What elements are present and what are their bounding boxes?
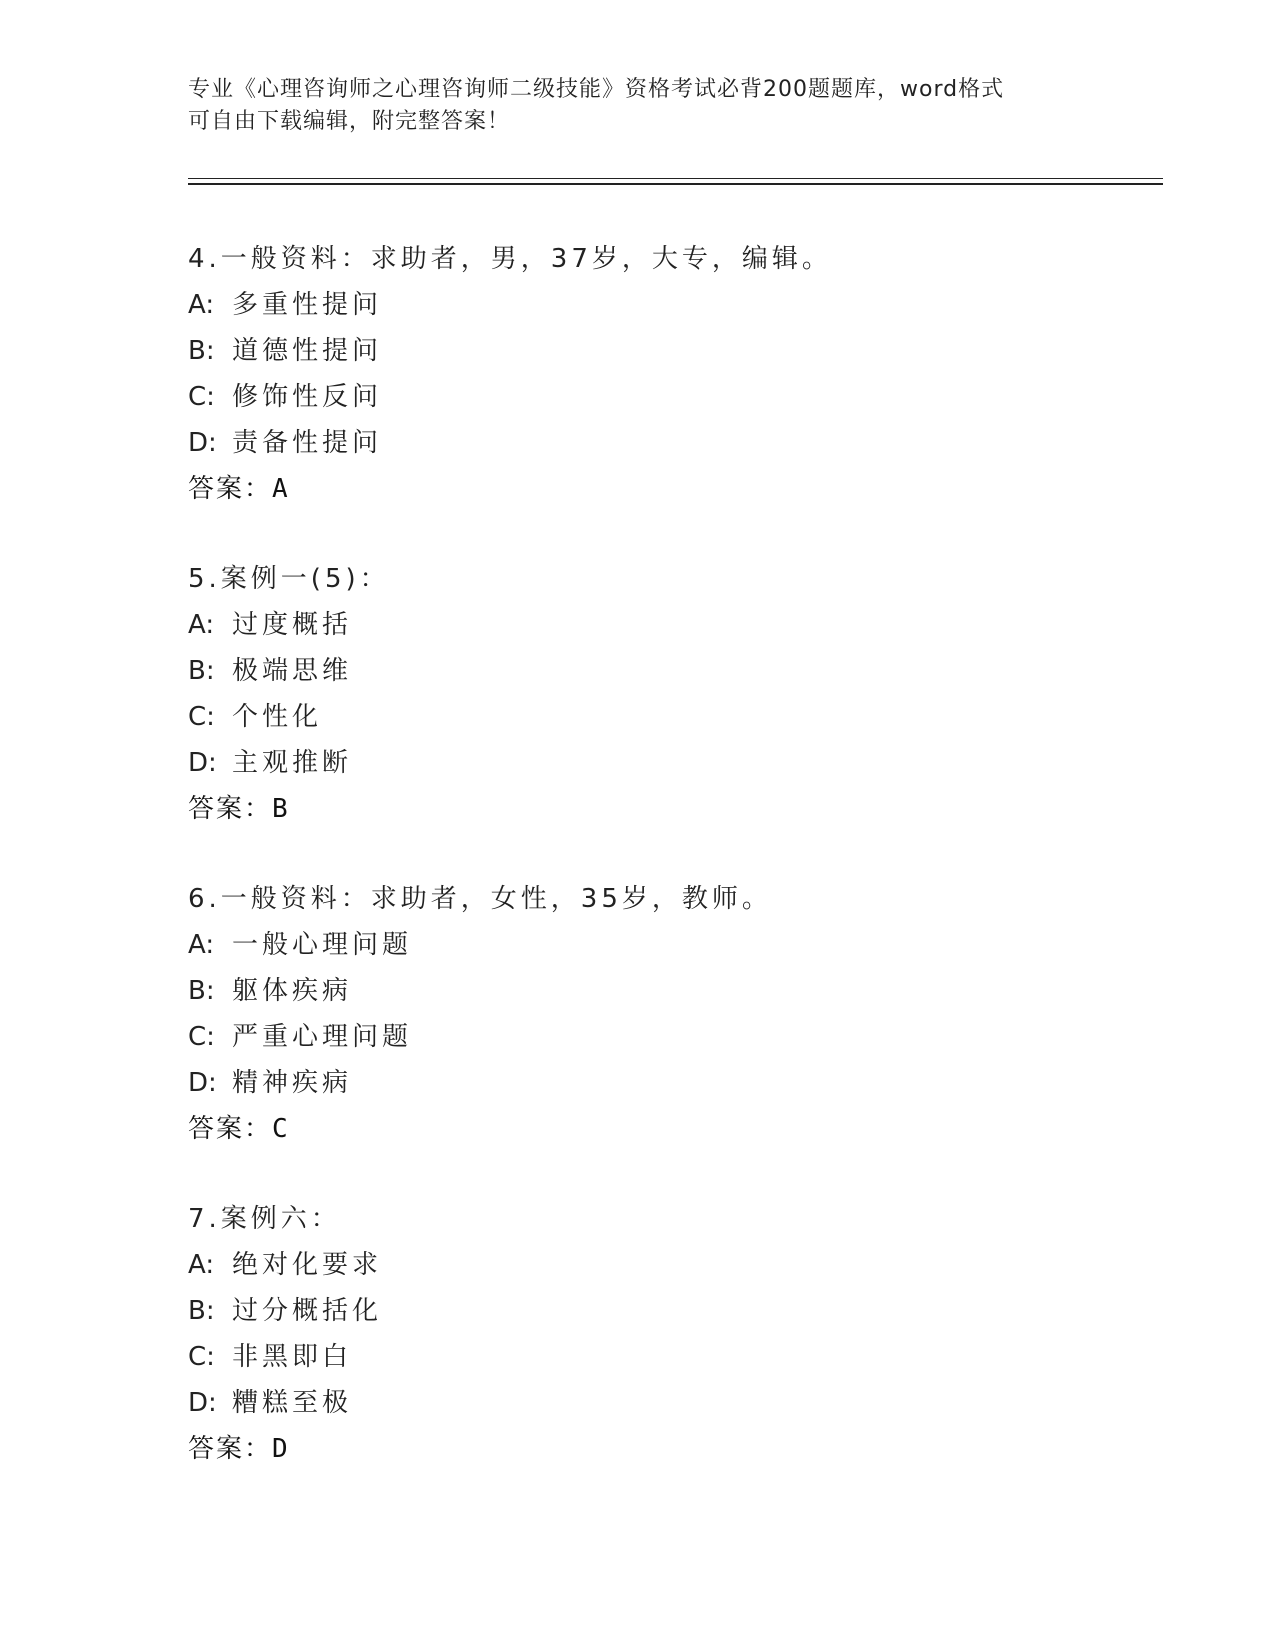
answer-value: C: [272, 1114, 288, 1144]
option-key: C:: [188, 1342, 215, 1372]
option-text: 严重心理问题: [232, 1022, 413, 1052]
option-b: [188, 1288, 1148, 1334]
header-line-2: 可自由下载编辑，附完整答案！: [188, 109, 511, 134]
option-key: A:: [188, 610, 215, 640]
answer-line: [188, 466, 1148, 512]
option-text: 主观推断: [232, 748, 353, 778]
option-text: 非黑即白: [232, 1342, 353, 1372]
header-divider-thick: [188, 183, 1163, 185]
option-key: A:: [188, 930, 215, 960]
option-text: 道德性提问: [232, 336, 383, 366]
option-key: D:: [188, 428, 217, 458]
option-b: [188, 328, 1148, 374]
option-text: 极端思维: [232, 656, 353, 686]
option-key: B:: [188, 336, 215, 366]
option-text: 绝对化要求: [232, 1250, 383, 1280]
option-key: B:: [188, 656, 215, 686]
answer-label: 答案：: [188, 1114, 273, 1144]
option-key: B:: [188, 1296, 215, 1326]
option-text: 躯体疾病: [232, 976, 353, 1006]
question-block: [188, 1196, 1148, 1472]
answer-label: 答案：: [188, 474, 273, 504]
option-b: [188, 968, 1148, 1014]
question-title: 4.一般资料：求助者，男，37岁，大专，编辑。: [188, 244, 832, 274]
option-key: C:: [188, 382, 215, 412]
option-c: [188, 1014, 1148, 1060]
option-text: 一般心理问题: [232, 930, 413, 960]
question-block: [188, 236, 1148, 512]
answer-value: D: [272, 1434, 288, 1464]
option-text: 过分概括化: [232, 1296, 383, 1326]
option-key: C:: [188, 1022, 215, 1052]
option-d: [188, 1380, 1148, 1426]
option-key: C:: [188, 702, 215, 732]
option-a: [188, 922, 1148, 968]
option-d: [188, 740, 1148, 786]
option-a: [188, 282, 1148, 328]
answer-line: [188, 1106, 1148, 1152]
option-b: [188, 648, 1148, 694]
question-title: 5.案例一(5)：: [188, 564, 390, 594]
option-key: B:: [188, 976, 215, 1006]
option-d: [188, 1060, 1148, 1106]
option-text: 糟糕至极: [232, 1388, 353, 1418]
option-c: [188, 374, 1148, 420]
option-key: D:: [188, 1068, 217, 1098]
option-c: [188, 694, 1148, 740]
option-text: 个性化: [232, 702, 323, 732]
document-header: [188, 74, 1088, 138]
option-text: 修饰性反问: [232, 382, 383, 412]
header-divider-thin: [188, 178, 1163, 179]
option-key: D:: [188, 748, 217, 778]
answer-label: 答案：: [188, 794, 273, 824]
option-c: [188, 1334, 1148, 1380]
question-block: [188, 556, 1148, 832]
option-d: [188, 420, 1148, 466]
option-text: 过度概括: [232, 610, 353, 640]
option-text: 精神疾病: [232, 1068, 353, 1098]
option-key: A:: [188, 290, 215, 320]
answer-line: [188, 1426, 1148, 1472]
question-title: 7.案例六：: [188, 1204, 341, 1234]
option-key: A:: [188, 1250, 215, 1280]
option-text: 多重性提问: [232, 290, 383, 320]
header-line-1: 专业《心理咨询师之心理咨询师二级技能》资格考试必背200题题库，word格式: [188, 77, 1005, 102]
answer-value: A: [272, 474, 288, 504]
option-a: [188, 602, 1148, 648]
option-a: [188, 1242, 1148, 1288]
answer-label: 答案：: [188, 1434, 273, 1464]
question-block: [188, 876, 1148, 1152]
answer-line: [188, 786, 1148, 832]
answer-value: B: [272, 794, 288, 824]
option-key: D:: [188, 1388, 217, 1418]
option-text: 责备性提问: [232, 428, 383, 458]
question-title: 6.一般资料：求助者，女性，35岁，教师。: [188, 884, 772, 914]
